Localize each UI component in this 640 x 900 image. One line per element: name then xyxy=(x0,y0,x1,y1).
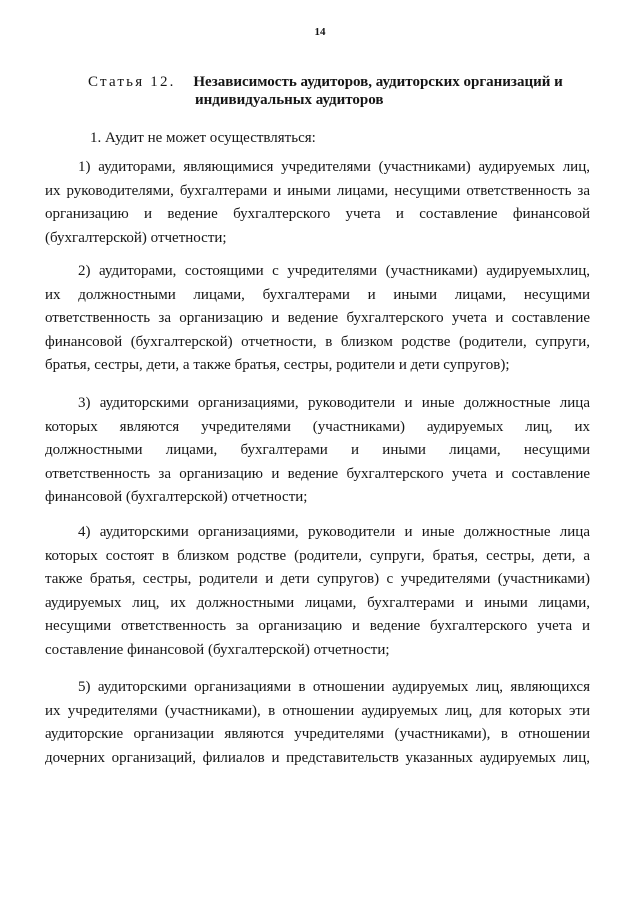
paragraph-line: 1) аудиторами, являющимися учредителями (участниками) аудируемых лиц, xyxy=(78,159,590,175)
paragraph-line: которых состоят в близком родстве (родители, супруги, братья, сестры, дети, а xyxy=(45,547,590,564)
paragraph-line: организацию и ведение бухгалтерского учета и составление финансовой xyxy=(45,206,590,222)
paragraph-5 xyxy=(45,676,590,770)
paragraph-3 xyxy=(45,392,590,510)
article-heading-line-1 xyxy=(88,72,563,92)
article-label: Статья 12. xyxy=(88,74,176,90)
paragraph-2 xyxy=(45,260,590,378)
paragraph-line: аудиторские организации являются учредителями (участниками), в отношении xyxy=(45,726,590,742)
paragraph-line: составление финансовой (бухгалтерской) отчетности; xyxy=(45,641,390,658)
paragraph-line: аудируемых лиц, их должностными лицами, бухгалтерами и иными лицами, xyxy=(45,594,590,611)
article-title-line-2: индивидуальных аудиторов xyxy=(195,92,384,108)
paragraph-line: 2) аудиторами, состоящими с учредителями (участниками) аудируемыхлиц, xyxy=(78,263,590,279)
paragraph-4 xyxy=(45,521,590,662)
paragraph-line: их учредителями (участниками), в отношении аудируемых лиц, для которых эти xyxy=(45,702,590,719)
page-number: 14 xyxy=(314,26,326,38)
paragraph-line: 3) аудиторскими организациями, руководители и иные должностные лица xyxy=(78,395,590,411)
paragraph-line: должностными лицами, бухгалтерами и иными лицами, несущими xyxy=(45,442,590,458)
paragraph-line: ответственность за организацию и ведение бухгалтерского учета и составление xyxy=(45,310,590,326)
paragraph-line: финансовой (бухгалтерской) отчетности; xyxy=(45,489,308,505)
paragraph-line: их руководителями, бухгалтерами и иными лицами, несущими ответственность за xyxy=(45,182,590,199)
paragraph-line: дочерних организаций, филиалов и представительств указанных аудируемых лиц, xyxy=(45,749,590,766)
paragraph-line: (бухгалтерской) отчетности; xyxy=(45,229,227,246)
paragraph-line: 5) аудиторскими организациями в отношении аудируемых лиц, являющихся xyxy=(78,679,590,695)
paragraph-line: 4) аудиторскими организациями, руководители и иные должностные лица xyxy=(78,524,590,540)
paragraph-line: братья, сестры, дети, а также братья, сестры, родители и дети супругов); xyxy=(45,357,510,373)
paragraph-line: несущими ответственность за организацию и ведение бухгалтерского учета и xyxy=(45,618,590,634)
paragraph-line: их должностными лицами, бухгалтерами и иными лицами, несущими xyxy=(45,286,590,303)
paragraph-1 xyxy=(45,156,590,250)
paragraph-line: также братья, сестры, родители и дети супругов) с учредителями (участниками) xyxy=(45,571,590,587)
article-title-line-1: Независимость аудиторов, аудиторских организаций и xyxy=(193,74,563,90)
paragraph-line: финансовой (бухгалтерской) отчетности, в близком родстве (родители, супруги, xyxy=(45,333,590,350)
paragraph-line: ответственность за организацию и ведение бухгалтерского учета и составление xyxy=(45,465,590,482)
intro-text: 1. Аудит не может осуществляться: xyxy=(90,130,316,146)
paragraph-line: которых являются учредителями (участниками) аудируемых лиц, их xyxy=(45,418,590,435)
